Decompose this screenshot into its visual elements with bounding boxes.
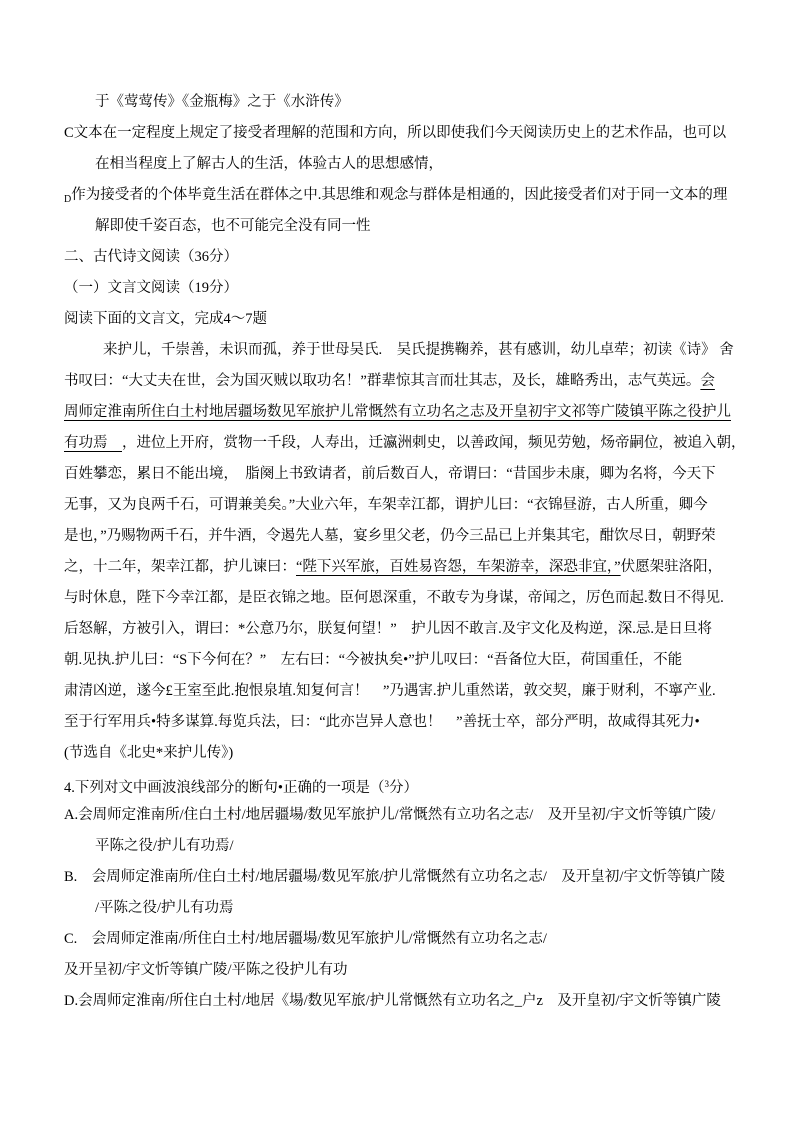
text-segment: 之，十二年，架幸江都，护儿谏曰：: [64, 559, 296, 575]
text-line: [64, 862, 738, 893]
text-segment: （一）文言文阅读（19分）: [64, 280, 238, 296]
underlined-text-segment: 周师定淮南所住白土村地居疆场数见军旅护儿常慨然有立功名之志及开皇初宇文祁等广陵镇平陈之役护儿: [64, 404, 731, 420]
text-line: [64, 955, 738, 986]
text-segment: 及开呈初/宇文忻等镇广陵/平陈之役护儿有功: [64, 962, 348, 978]
text-segment: 后怒解，方被引入，谓曰：*公意乃尔，朕复何望！” 护儿因不敢言.及宇文化及构逆，深.忌.是日旦将: [64, 621, 713, 637]
text-line: [64, 552, 738, 583]
text-segment: C. 会周师定淮南/所住白土村/地居疆場/数见军旅护儿/常慨然有立功名之志/: [64, 931, 547, 947]
text-line: [64, 893, 738, 924]
text-segment: 3: [384, 779, 389, 789]
text-line: [64, 614, 738, 645]
text-segment: 解即使千姿百态，也不可能完全没有同一性: [95, 218, 371, 234]
text-line: [64, 459, 738, 490]
text-segment: 百姓攀恋，累日不能出境， 脂阕上书致请者，前后数百人，帝谓曰：“昔国步未康，卿为名将，今天下: [64, 466, 716, 482]
text-segment: 至于行军用兵•特多谋算.每览兵法，曰：“此亦岂异人意也！ ”善抚士卒，部分严明，故咸得其死力•: [64, 714, 700, 730]
underlined-text-segment: 有功焉: [64, 435, 122, 451]
text-segment: 于《莺莺传》《金瓶梅》之于《水浒传》: [95, 94, 349, 110]
text-line: [64, 645, 738, 676]
text-segment: 二、古代诗文阅读（36分）: [64, 249, 238, 265]
text-segment: 阅读下面的文言文，完成4～7题: [64, 311, 267, 327]
text-segment: B. 会周师定淮南所/住白土村/地居疆場/数见军旅/护儿常慨然有立功名之志/ 及开皇初/宇文忻等镇广陵: [64, 869, 725, 885]
text-line: [64, 583, 738, 614]
text-segment: 来护儿，千崇善，未识而孤，养于世母吴氏. 吴氏提携鞠养，甚有感训，幼儿卓荦；初读《诗》 舍: [103, 342, 734, 358]
text-segment: 平陈之役/护儿有功焉/: [95, 838, 234, 854]
text-segment: 分）: [388, 780, 418, 796]
text-line: [64, 831, 738, 862]
text-segment: (节选自《北史*来护儿传》): [64, 745, 234, 761]
text-line: [64, 242, 738, 273]
text-segment: 无事，又为良两千石，可谓兼美矣。”大业六年，车架幸江都，谓护儿曰：“衣锦昼游，古人所重，卿今: [64, 497, 708, 513]
text-segment: A.会周师定淮南所/住白土村/地居疆場/数见军旅护儿/常慨然有立功名之志/ 及开呈初/宇文忻等镇广陵/: [64, 807, 716, 823]
text-line: [64, 397, 738, 428]
text-line: [64, 428, 746, 459]
text-line: [64, 800, 738, 831]
text-segment: C文本在一定程度上规定了接受者理解的范围和方向，所以即使我们今天阅读历史上的艺术作品，也可以: [64, 125, 727, 141]
text-line: [64, 304, 738, 335]
text-segment: 书叹曰：“大丈夫在世，会为国灭贼以取功名！”群辈惊其言而壮其志，及长，雄略秀出，志气英远。: [64, 373, 701, 389]
text-line: [64, 986, 738, 1017]
text-line: [64, 211, 738, 242]
text-segment: 朝.见执.护儿曰：“S下今何在？” 左右曰：“今被执矣•”护儿叹曰：“吾备位大臣，荷国重任，不能: [64, 652, 683, 668]
text-segment: 与时休息，陛下今幸江都，是臣衣锦之地。臣何恩深重，不敢专为身谋，帝闻之，厉色而起.数日不得见.: [64, 590, 724, 606]
underlined-text-segment: 会: [700, 373, 715, 389]
text-line: [64, 273, 738, 304]
text-line: [64, 676, 738, 707]
text-line: [64, 924, 738, 955]
text-line: [64, 335, 738, 366]
document-body: [64, 87, 746, 1017]
text-segment: 伏愿架驻洛阳，: [620, 559, 723, 575]
text-segment: /平陈之役/护儿有功焉: [95, 900, 234, 916]
text-segment: 作为接受者的个体毕竟生活在群体之中.其思维和观念与群体是相通的，因此接受者们对于同一文本的理: [71, 187, 728, 203]
text-line: [64, 180, 738, 211]
text-segment: D: [64, 194, 72, 205]
text-line: [64, 707, 738, 738]
text-line: [64, 87, 738, 118]
text-segment: D.会周师定淮南/所住白土村/地居《場/数见军旅/护儿常慨然有立功名之_户z 及开皇初/宇文忻等镇广陵: [64, 993, 721, 1009]
underlined-text-segment: “陛下兴军旅，百姓易咨怨，车架游幸，深恐非宜，”: [296, 559, 621, 575]
text-segment: 是也，”乃赐物两千石，并牛酒，令遏先人墓，宴乡里父老，仍今三品已上并集其宅，酣饮尽日，朝野荣: [64, 528, 716, 544]
text-line: [64, 118, 738, 149]
text-segment: ，进位上开府，赏物一千段，人寿出，迁瀛洲刺史，以善政闻，频见劳勉，炀帝嗣位，被追入朝，: [122, 435, 746, 451]
text-line: [64, 490, 738, 521]
text-segment: 在相当程度上了解古人的生活，体验古人的思想感情，: [95, 156, 443, 172]
text-segment: 4.下列对文中画波浪线部分的断句•正确的一项是（: [64, 780, 385, 796]
text-line: [64, 769, 738, 800]
text-line: [64, 366, 738, 397]
text-line: [64, 149, 738, 180]
text-line: [64, 738, 738, 769]
text-segment: 肃清凶逆，遂今£王室至此.抱恨泉埴.知复何言！ ”乃遇害.护儿重然诺，敦交契，廉于财利，不寧产业.: [64, 683, 716, 699]
text-line: [64, 521, 738, 552]
